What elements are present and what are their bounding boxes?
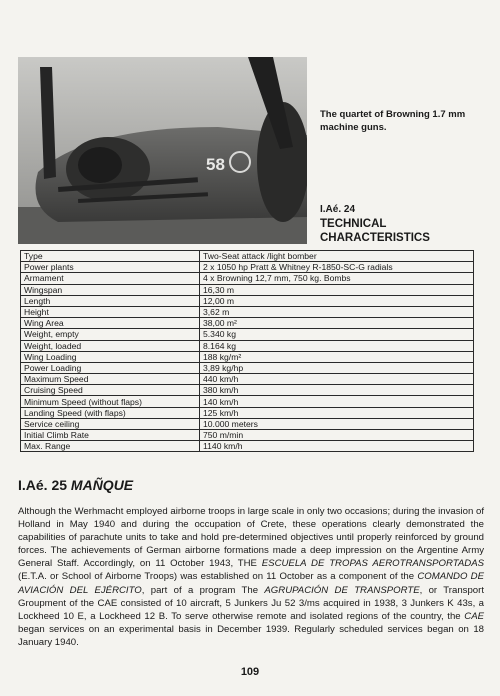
page-number: 109 [240, 666, 260, 678]
specs-heading-title: TECHNICAL CHARACTERISTICS [320, 218, 430, 244]
spec-label: Type [21, 251, 200, 262]
spec-value: 440 km/h [200, 374, 474, 385]
body-text-run: (E.T.A. or School of Airborne Troops) was established on 11 October as a component of the [18, 571, 418, 583]
spec-row [21, 340, 474, 351]
body-italic-run: COMANDO DE AVIACIÓN DEL EJÉRCITO [18, 571, 484, 596]
spec-value: 380 km/h [200, 385, 474, 396]
spec-row [21, 262, 474, 273]
body-paragraph [18, 505, 484, 649]
body-italic-run: AGRUPACIÓN DE TRANSPORTE [264, 584, 420, 596]
spec-row [21, 418, 474, 429]
spec-label: Cruising Speed [21, 385, 200, 396]
spec-row [21, 396, 474, 407]
section-title-name: MAÑQUE [70, 477, 134, 493]
spec-row [21, 284, 474, 295]
spec-label: Weight, loaded [21, 340, 200, 351]
spec-value: 3,62 m [200, 306, 474, 317]
spec-label: Service ceiling [21, 418, 200, 429]
spec-label: Power Loading [21, 362, 200, 373]
technical-characteristics-table [20, 250, 474, 452]
spec-row [21, 251, 474, 262]
spec-value: 2 x 1050 hp Pratt & Whitney R-1850-SC-G radials [200, 262, 474, 273]
spec-value: 4 x Browning 12,7 mm, 750 kg. Bombs [200, 273, 474, 284]
spec-row [21, 273, 474, 284]
spec-row [21, 441, 474, 452]
spec-value: 125 km/h [200, 407, 474, 418]
spec-label: Max. Range [21, 441, 200, 452]
spec-label: Length [21, 295, 200, 306]
spec-row [21, 362, 474, 373]
aircraft-illustration [18, 57, 307, 244]
spec-value: 1140 km/h [200, 441, 474, 452]
photo-caption: The quartet of Browning 1.7 mm machine guns. [320, 109, 466, 133]
section-title-prefix: I.Aé. 25 [18, 477, 71, 493]
spec-label: Wingspan [21, 284, 200, 295]
spec-row [21, 430, 474, 441]
body-italic-run: ESCUELA DE TROPAS AEROTRANSPORTADAS [261, 558, 484, 570]
spec-row [21, 295, 474, 306]
spec-value: 3,89 kg/hp [200, 362, 474, 373]
spec-value: 12,00 m [200, 295, 474, 306]
spec-row [21, 374, 474, 385]
spec-row [21, 329, 474, 340]
spec-label: Armament [21, 273, 200, 284]
spec-value: 5.340 kg [200, 329, 474, 340]
aircraft-marking: 58 [206, 155, 225, 174]
spec-label: Minimum Speed (without flaps) [21, 396, 200, 407]
spec-label: Power plants [21, 262, 200, 273]
spec-value: 188 kg/m² [200, 351, 474, 362]
body-text-run: began services on an experimental basis in December 1939. Regularly scheduled services began on 18 January 1940. [18, 623, 484, 648]
spec-value: 750 m/min [200, 430, 474, 441]
spec-label: Landing Speed (with flaps) [21, 407, 200, 418]
spec-value: Two-Seat attack /light bomber [200, 251, 474, 262]
spec-value: 140 km/h [200, 396, 474, 407]
specs-heading [320, 203, 495, 245]
aircraft-photo [18, 57, 307, 244]
spec-value: 10.000 meters [200, 418, 474, 429]
body-text-run: , part of a program The [141, 584, 265, 596]
specs-heading-model: I.Aé. 24 [320, 204, 356, 215]
spec-label: Maximum Speed [21, 374, 200, 385]
spec-label: Wing Area [21, 318, 200, 329]
spec-row [21, 318, 474, 329]
body-text-run: , or Transport Groupment of the CAE consisted of 10 aircraft, 5 Junkers Ju 52 3/ms acquired in 1938, 3 Junkers K 43s, a Lockheed 10 E, a Lockheed 12 B. To serve otherwise remote and isolated regions of the country, the [18, 584, 484, 622]
spec-row [21, 385, 474, 396]
spec-value: 38,00 m² [200, 318, 474, 329]
spec-label: Height [21, 306, 200, 317]
body-text-run: Although the Werhmacht employed airborne troops in large scale in only two occasions; during the invasion of Holland in May 1940 and during the occupation of Crete, these operations clearly demonstrated the capabilities of parachute units to take and hold pre-determined objectives until properly reinforced by ground forces. The achievements of German airborne formations made a deep impression on the Argentine Army General Staff. Accordingly, on 11 October 1943, THE [18, 506, 484, 570]
spec-label: Weight, empty [21, 329, 200, 340]
spec-label: Initial Climb Rate [21, 430, 200, 441]
spec-value: 16,30 m [200, 284, 474, 295]
spec-value: 8.164 kg [200, 340, 474, 351]
spec-row [21, 351, 474, 362]
spec-label: Wing Loading [21, 351, 200, 362]
body-italic-run: CAE [464, 610, 484, 622]
spec-row [21, 306, 474, 317]
section-title [18, 477, 133, 493]
spec-row [21, 407, 474, 418]
